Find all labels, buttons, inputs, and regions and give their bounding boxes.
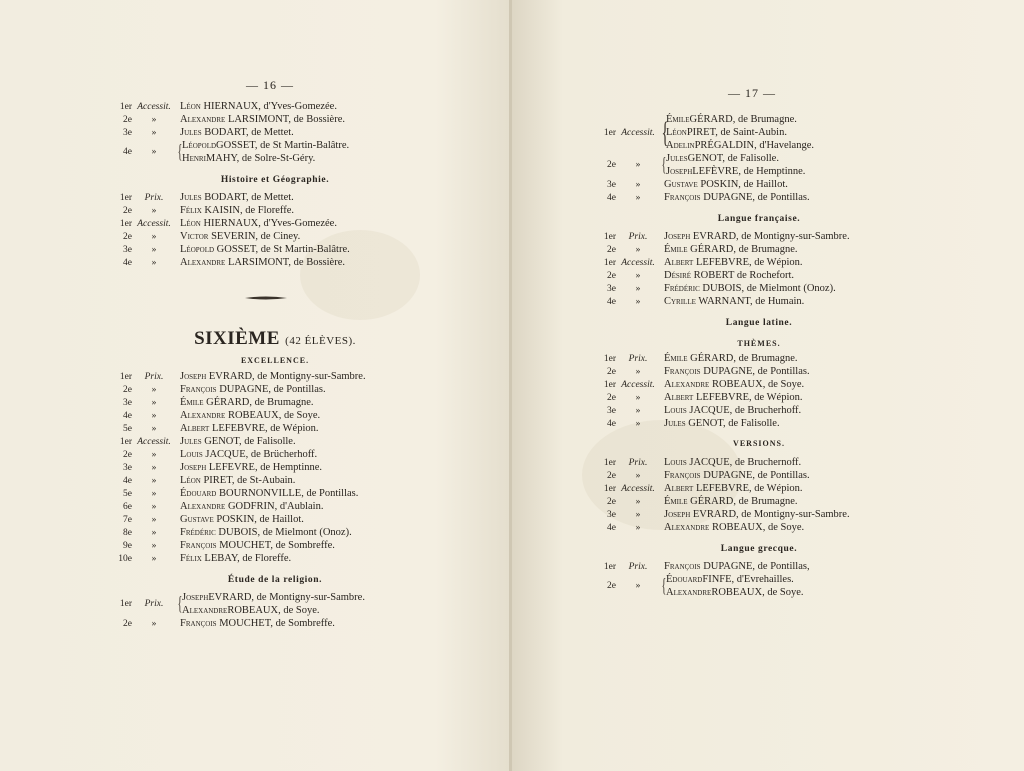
section-heading-grecque: Langue grecque. — [720, 544, 798, 554]
rank-label: 1er — [603, 562, 616, 572]
list-item — [110, 243, 440, 256]
laureate-name: Alexandre GODFRIN, d'Aublain. — [180, 501, 324, 512]
list-item — [110, 461, 440, 474]
rank-label: 2e — [607, 393, 616, 403]
rank-label: 2e — [607, 271, 616, 281]
laureate-name: Joseph EVRARD, de Montigny-sur-Sambre. — [180, 371, 366, 382]
rank-label: 4e — [607, 297, 616, 307]
kind-label: » — [635, 471, 641, 481]
laureate-name: Victor SEVERIN, de Ciney. — [180, 231, 301, 242]
laureate-name: François MOUCHET, de Sombreffe. — [180, 540, 335, 551]
sixieme-section — [110, 322, 440, 630]
laureate-name: Désiré ROBERT de Rochefort. — [664, 270, 795, 281]
rank-label: 6e — [123, 502, 132, 512]
laureate-name: Émile GÉRARD, de Brumagne. — [666, 114, 797, 125]
kind-label: Prix. — [628, 562, 648, 572]
rank-label: 3e — [607, 406, 616, 416]
rank-label: 1er — [603, 258, 616, 268]
kind-label: » — [151, 385, 157, 395]
laureate-name: Léopold GOSSET, de St Martin-Balâtre. — [182, 140, 350, 151]
kind-label: » — [635, 180, 641, 190]
rank-label: 9e — [123, 541, 132, 551]
list-item — [110, 217, 440, 230]
list-item — [110, 370, 440, 383]
rank-label: 2e — [123, 619, 132, 629]
kind-label: » — [151, 232, 157, 242]
list-item — [594, 495, 924, 508]
tied-names — [666, 113, 814, 152]
laureate-name: Félix KAISIN, de Floreffe. — [180, 205, 295, 216]
list-item — [110, 409, 440, 422]
list-item — [594, 469, 924, 482]
list-item — [594, 269, 924, 282]
laureate-name: Édouard BOURNONVILLE, de Pontillas. — [180, 488, 359, 499]
rank-label: 7e — [123, 515, 132, 525]
list-item — [594, 508, 924, 521]
rank-label: 2e — [607, 245, 616, 255]
rank-label: 8e — [123, 528, 132, 538]
laureate-name: Joseph EVRARD, de Montigny-sur-Sambre. — [664, 231, 850, 242]
entry-list — [594, 456, 924, 534]
rank-label: 5e — [123, 424, 132, 434]
brace-icon: { — [661, 154, 667, 176]
kind-label: » — [635, 510, 641, 520]
list-item — [594, 352, 924, 365]
rank-label: 2e — [123, 206, 132, 216]
rank-label: 2e — [607, 497, 616, 507]
rank-label: 1er — [603, 484, 616, 494]
list-item — [594, 230, 924, 243]
rank-label: 1er — [119, 599, 132, 609]
kind-label: » — [151, 398, 157, 408]
section-heading-histoire: Histoire et Géographie. — [220, 175, 330, 185]
rank-label: 10e — [118, 554, 132, 564]
rank-label: 3e — [607, 510, 616, 520]
entry-list — [110, 370, 440, 565]
kind-label: Accessit. — [621, 127, 655, 138]
laureate-name: Émile GÉRARD, de Brumagne. — [664, 496, 798, 507]
tied-names — [666, 573, 803, 599]
sub-heading-excellence: EXCELLENCE. — [240, 356, 310, 365]
laureate-name: Joseph EVRARD, de Montigny-sur-Sambre. — [664, 509, 850, 520]
page-number: — 16 — — [246, 78, 294, 92]
tied-names — [182, 139, 349, 165]
rank-label: 2e — [607, 160, 616, 170]
kind-label: » — [151, 147, 157, 157]
laureate-name: Joseph LEFEVRE, de Hemptinne. — [180, 462, 323, 473]
laureate-name: Jules BODART, de Mettet. — [180, 192, 294, 203]
laureate-name: François DUPAGNE, de Pontillas. — [664, 470, 810, 481]
list-item — [110, 100, 440, 113]
kind-label: » — [151, 424, 157, 434]
entry-list — [594, 178, 924, 204]
laureate-name: Jules GENOT, de Falisolle. — [666, 153, 779, 164]
laureate-name: Alexandre LARSIMONT, de Bossière. — [180, 114, 345, 125]
laureate-name: Gustave POSKIN, de Haillot. — [180, 514, 304, 525]
laureate-name: Adelin PRÉGALDIN, d'Havelange. — [666, 140, 814, 151]
laureate-name: Albert LEFEBVRE, de Wépion. — [664, 483, 803, 494]
kind-label: » — [635, 297, 641, 307]
laureate-name: François DUPAGNE, de Pontillas. — [664, 192, 810, 203]
laureate-name: François DUPAGNE, de Pontillas, — [664, 561, 810, 572]
laureate-name: Alexandre ROBEAUX, de Soye. — [664, 522, 805, 533]
list-item — [110, 230, 440, 243]
list-item — [594, 178, 924, 191]
laureate-name: Émile GÉRARD, de Brumagne. — [664, 244, 798, 255]
kind-label: Prix. — [628, 232, 648, 242]
kind-label: » — [635, 160, 641, 170]
kind-label: » — [635, 393, 641, 403]
kind-label: » — [635, 406, 641, 416]
laureate-name: François DUPAGNE, de Pontillas. — [180, 384, 326, 395]
kind-label: Accessit. — [137, 437, 171, 447]
kind-label: » — [151, 541, 157, 551]
rank-label: 3e — [123, 463, 132, 473]
right-section — [594, 113, 924, 599]
rank-label: 1er — [119, 102, 132, 112]
rank-label: 2e — [123, 385, 132, 395]
tied-names — [666, 152, 805, 178]
tied-entry-group — [594, 573, 924, 599]
page-number: — 17 — — [728, 86, 776, 100]
kind-label: Accessit. — [137, 219, 171, 229]
rank-label: 2e — [123, 450, 132, 460]
sub-heading-versions: VERSIONS. — [733, 439, 785, 448]
laureate-name: Albert LEFEBVRE, de Wépion. — [664, 392, 803, 403]
laureate-name: Alexandre ROBEAUX, de Soye. — [182, 605, 320, 616]
brace-icon: { — [661, 575, 667, 597]
kind-label: Accessit. — [621, 380, 655, 390]
entry-list — [594, 352, 924, 430]
section-heading-latine: Langue latine. — [725, 318, 793, 328]
laureate-name: Léon PIRET, de St-Aubain. — [180, 475, 296, 486]
kind-label: » — [151, 619, 157, 629]
kind-label: Prix. — [628, 458, 648, 468]
section-heading-francaise: Langue française. — [717, 214, 801, 224]
list-item — [110, 204, 440, 217]
entry-list — [110, 191, 440, 269]
list-item — [594, 521, 924, 534]
class-name: SIXIÈME — [194, 328, 280, 349]
tied-entry-group — [594, 113, 924, 152]
list-item — [110, 539, 440, 552]
laureate-name: Alexandre LARSIMONT, de Bossière. — [180, 257, 345, 268]
rank-label: 1er — [603, 458, 616, 468]
rank-label: 4e — [607, 419, 616, 429]
laureate-name: Frédéric DUBOIS, de Mielmont (Onoz). — [180, 527, 352, 538]
list-item — [110, 113, 440, 126]
kind-label: » — [151, 450, 157, 460]
rank-label: 1er — [119, 437, 132, 447]
list-item — [110, 126, 440, 139]
laureate-name: Émile GÉRARD, de Brumagne. — [180, 397, 314, 408]
kind-label: Prix. — [144, 193, 164, 203]
list-item — [110, 396, 440, 409]
list-item — [110, 526, 440, 539]
list-item — [110, 474, 440, 487]
kind-label: » — [635, 523, 641, 533]
laureate-name: Émile GÉRARD, de Brumagne. — [664, 353, 798, 364]
list-item — [594, 256, 924, 269]
list-item — [110, 500, 440, 513]
brace-icon: { — [661, 115, 669, 149]
laureate-name: Alexandre ROBEAUX, de Soye. — [180, 410, 321, 421]
list-item — [594, 404, 924, 417]
laureate-name: Léon HIERNAUX, d'Yves-Gomezée. — [180, 101, 337, 112]
brace-icon: { — [177, 593, 183, 615]
rank-label: 4e — [123, 411, 132, 421]
list-item — [110, 617, 440, 630]
rank-label: 1er — [603, 354, 616, 364]
laureate-name: Léon PIRET, de Saint-Aubin. — [666, 127, 787, 138]
rank-label: 1er — [119, 219, 132, 229]
laureate-name: Jules GENOT, de Falisolle. — [180, 436, 296, 447]
laureate-name: Alexandre ROBEAUX, de Soye. — [666, 587, 804, 598]
rank-label: 2e — [607, 581, 616, 591]
kind-label: Accessit. — [137, 102, 171, 112]
list-item — [110, 256, 440, 269]
brace-icon: { — [177, 141, 183, 163]
list-item — [594, 391, 924, 404]
laureate-name: Léon HIERNAUX, d'Yves-Gomezée. — [180, 218, 337, 229]
rank-label: 3e — [123, 245, 132, 255]
rank-label: 1er — [603, 380, 616, 390]
ornament-rule-icon — [245, 296, 287, 300]
kind-label: » — [151, 489, 157, 499]
kind-label: » — [635, 367, 641, 377]
rank-label: 4e — [607, 193, 616, 203]
list-item — [110, 422, 440, 435]
rank-label: 3e — [123, 128, 132, 138]
tied-entry-group — [110, 139, 440, 165]
rank-label: 2e — [607, 471, 616, 481]
kind-label: Accessit. — [621, 258, 655, 268]
kind-label: Prix. — [144, 599, 164, 609]
list-item — [110, 448, 440, 461]
laureate-name: Léopold GOSSET, de St Martin-Balâtre. — [180, 244, 350, 255]
entry-list — [110, 100, 440, 139]
list-item — [594, 560, 924, 573]
entry-list — [594, 560, 924, 573]
kind-label: » — [151, 515, 157, 525]
laureate-name: Gustave POSKIN, de Haillot. — [664, 179, 788, 190]
kind-label: » — [635, 271, 641, 281]
left-top-section — [110, 100, 440, 269]
kind-label: » — [635, 581, 641, 591]
kind-label: » — [635, 284, 641, 294]
kind-label: » — [635, 245, 641, 255]
rank-label: 3e — [607, 284, 616, 294]
laureate-name: Louis JACQUE, de Brücherhoff. — [180, 449, 318, 460]
kind-label: Prix. — [144, 372, 164, 382]
rank-label: 3e — [607, 180, 616, 190]
kind-label: » — [635, 193, 641, 203]
rank-label: 2e — [607, 367, 616, 377]
laureate-name: François MOUCHET, de Sombreffe. — [180, 618, 335, 629]
list-item — [594, 378, 924, 391]
rank-label: 4e — [607, 523, 616, 533]
laureate-name: Louis JACQUE, de Brucherhoff. — [664, 405, 802, 416]
entry-list — [110, 617, 440, 630]
laureate-name: Édouard FINFE, d'Evrehailles. — [666, 574, 794, 585]
pupil-count: (42 ÉLÈVES). — [285, 335, 356, 347]
list-item — [110, 435, 440, 448]
laureate-name: Alexandre ROBEAUX, de Soye. — [664, 379, 805, 390]
list-item — [594, 295, 924, 308]
list-item — [594, 191, 924, 204]
sub-heading-themes: THÈMES. — [737, 339, 781, 348]
kind-label: » — [635, 497, 641, 507]
class-title — [110, 322, 440, 356]
kind-label: » — [151, 128, 157, 138]
rank-label: 2e — [123, 115, 132, 125]
list-item — [594, 482, 924, 495]
laureate-name: Joseph LEFÈVRE, de Hemptinne. — [666, 166, 806, 177]
list-item — [594, 417, 924, 430]
section-heading-religion: Étude de la religion. — [227, 575, 323, 585]
laureate-name: François DUPAGNE, de Pontillas. — [664, 366, 810, 377]
list-item — [594, 282, 924, 295]
tied-entry-group — [110, 591, 440, 617]
laureate-name: Jules GENOT, de Falisolle. — [664, 418, 780, 429]
kind-label: » — [635, 419, 641, 429]
kind-label: » — [151, 115, 157, 125]
list-item — [594, 456, 924, 469]
kind-label: Accessit. — [621, 484, 655, 494]
rank-label: 1er — [603, 232, 616, 242]
laureate-name: Frédéric DUBOIS, de Mielmont (Onoz). — [664, 283, 836, 294]
list-item — [110, 513, 440, 526]
kind-label: » — [151, 502, 157, 512]
list-item — [110, 383, 440, 396]
laureate-name: Albert LEFEBVRE, de Wépion. — [180, 423, 319, 434]
kind-label: » — [151, 528, 157, 538]
rank-label: 1er — [119, 372, 132, 382]
kind-label: » — [151, 206, 157, 216]
kind-label: » — [151, 476, 157, 486]
kind-label: » — [151, 258, 157, 268]
list-item — [594, 365, 924, 378]
kind-label: » — [151, 245, 157, 255]
rank-label: 4e — [123, 147, 132, 157]
laureate-name: Albert LEFEBVRE, de Wépion. — [664, 257, 803, 268]
list-item — [110, 487, 440, 500]
tied-names — [182, 591, 365, 617]
laureate-name: Cyrille WARNANT, de Humain. — [664, 296, 805, 307]
rank-label: 4e — [123, 258, 132, 268]
kind-label: » — [151, 463, 157, 473]
rank-label: 1er — [603, 127, 616, 138]
laureate-name: Henri MAHY, de Solre-St-Géry. — [182, 153, 316, 164]
kind-label: Prix. — [628, 354, 648, 364]
laureate-name: Louis JACQUE, de Bruchernoff. — [664, 457, 802, 468]
laureate-name: Félix LEBAY, de Floreffe. — [180, 553, 292, 564]
list-item — [110, 552, 440, 565]
rank-label: 1er — [119, 193, 132, 203]
rank-label: 3e — [123, 398, 132, 408]
rank-label: 5e — [123, 489, 132, 499]
tied-entry-group — [594, 152, 924, 178]
list-item — [110, 191, 440, 204]
entry-list — [594, 230, 924, 308]
rank-label: 4e — [123, 476, 132, 486]
list-item — [594, 243, 924, 256]
laureate-name: Jules BODART, de Mettet. — [180, 127, 294, 138]
kind-label: » — [151, 411, 157, 421]
laureate-name: Joseph EVRARD, de Montigny-sur-Sambre. — [182, 592, 365, 603]
rank-label: 2e — [123, 232, 132, 242]
kind-label: » — [151, 554, 157, 564]
